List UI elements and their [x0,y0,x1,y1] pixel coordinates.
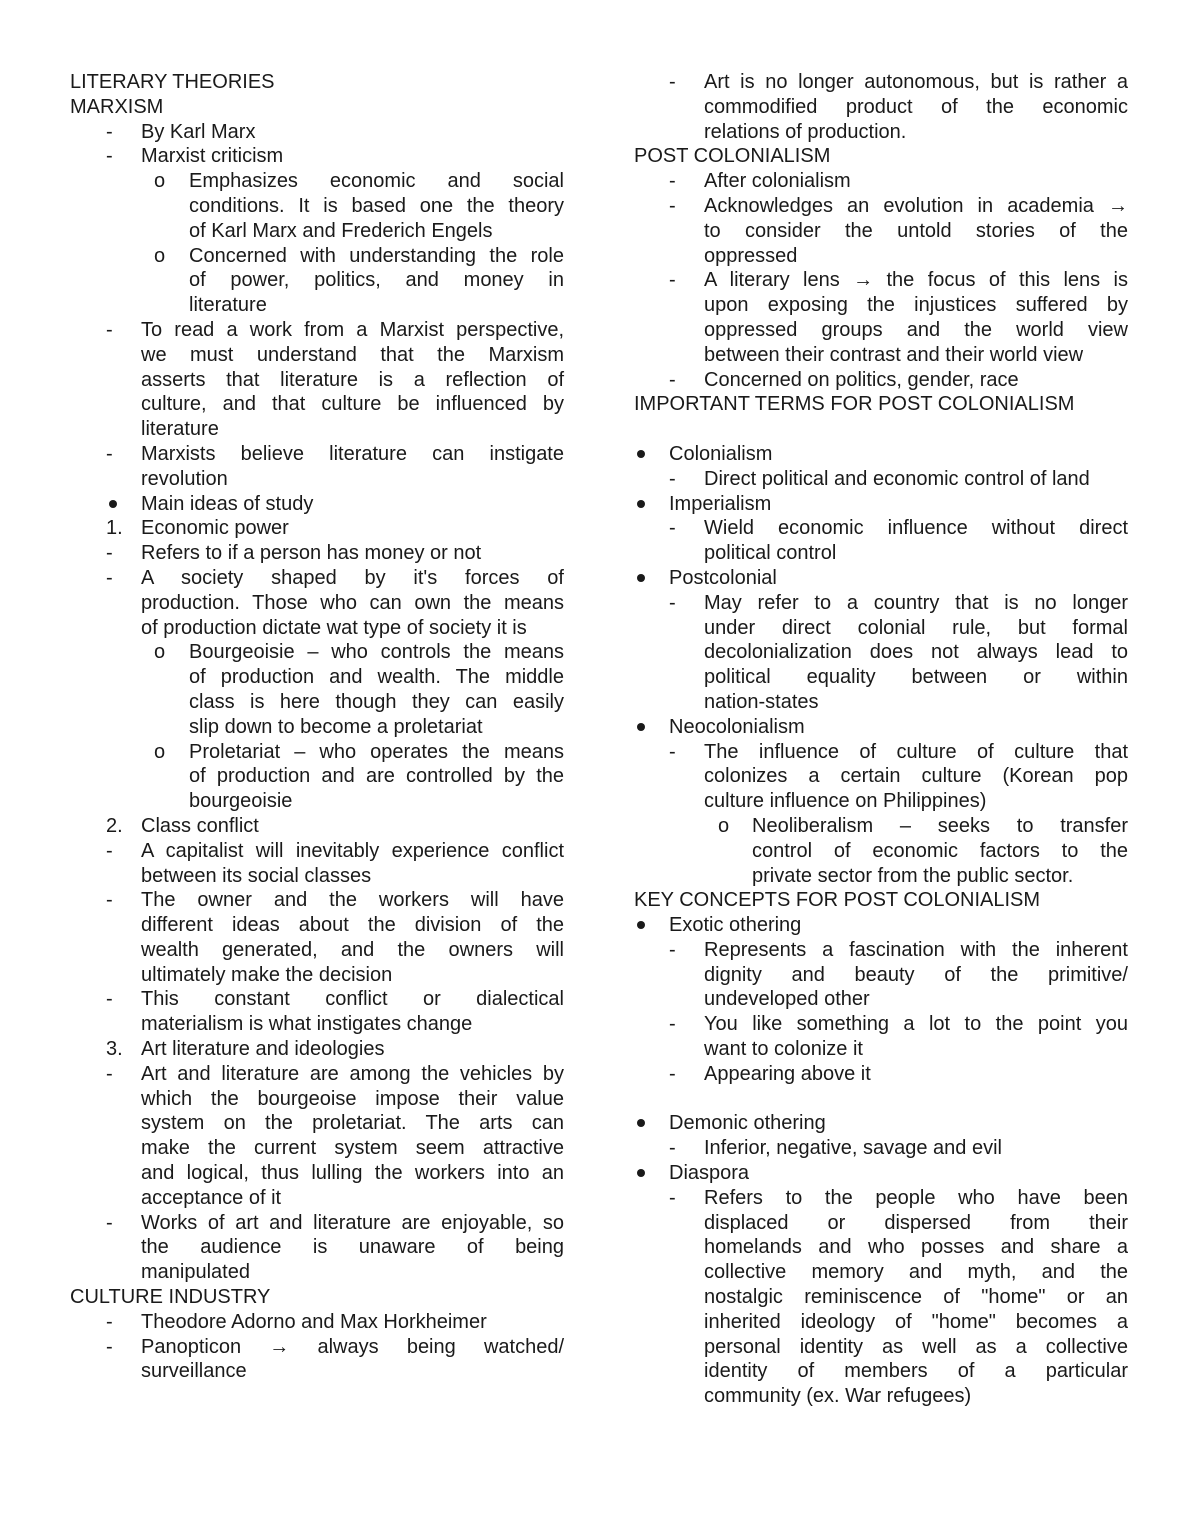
blank-line [634,1087,1128,1112]
list-item [634,467,1128,492]
item-text-line: make the current system seem attractive [141,1137,564,1160]
item-text-line: of production and wealth. The middle [189,666,564,689]
item-text-line: dignity and beauty of the primitive/ [704,963,1128,986]
number-marker: 3. [106,1038,123,1061]
bullet-icon [637,1169,645,1177]
list-item [70,169,564,243]
item-text-line: A literary lens → the focus of this lens is - [669,269,1128,292]
list-item [70,839,564,889]
heading-text: CULTURE INDUSTRY [70,1286,271,1309]
list-item [634,1136,1128,1161]
item-text-line: system on the proletariat. The arts can [141,1112,564,1135]
bullet-icon [637,450,645,458]
bullet-icon [637,723,645,731]
dash-marker: - [106,1310,113,1333]
item-text-line: inherited ideology of "home" becomes a [704,1310,1128,1333]
item-text-line: oppressed [704,244,798,267]
item-text-line: Emphasizes economic and social o [154,170,564,193]
right-column [634,70,1128,1409]
section-heading [634,144,1128,169]
item-text-line: Represents a fascination with the inherent - [669,938,1128,961]
circle-marker: o [154,641,166,664]
item-text-line: A society shaped by it's forces of - [106,566,564,589]
dash-marker: - [106,318,113,341]
dash-marker: - [106,889,113,912]
item-text-line: revolution [141,467,228,490]
item-text-line: ultimately make the decision [141,963,393,986]
item-text-line: class is here though they can easily [189,690,564,713]
list-item [634,169,1128,194]
section-heading [634,392,1128,417]
list-item [634,1111,1128,1136]
item-text-line: This constant conflict or dialectical - [106,988,564,1011]
list-item [634,715,1128,740]
list-item [634,591,1128,715]
dash-marker: - [106,145,113,168]
item-text-line: Imperialism [669,492,1128,517]
item-text-line: decolonialization does not always lead to [704,641,1128,664]
item-text-line: The influence of culture of culture that - [669,740,1128,763]
left-column [70,70,564,1384]
item-text-line: nation-states [704,690,819,713]
item-text-line: conditions. It is based one the theory [189,194,564,217]
dash-marker: - [669,194,676,217]
item-text-line: literature [189,294,267,317]
dash-marker: - [669,517,676,540]
dash-marker: - [106,1335,113,1358]
circle-marker: o [718,814,730,837]
dash-marker: - [106,839,113,862]
item-text-line: You like something a lot to the point you - [669,1013,1128,1036]
list-item [70,120,564,145]
item-text-line: Marxists believe literature can instigate - [106,442,564,465]
item-text-line: collective memory and myth, and the [704,1261,1128,1284]
item-text-line: oppressed groups and the world view [704,318,1128,341]
item-text-line: Diaspora [669,1161,1128,1186]
heading-text: MARXISM [70,95,164,118]
list-item [70,1037,564,1062]
item-text-line: Panopticon → always being watched/ - [106,1335,564,1358]
item-text-line: Concerned with understanding the role o [154,244,564,267]
item-text-line: Refers to the people who have been - [669,1186,1128,1209]
section-heading [70,1285,564,1310]
item-text-line: which the bourgeoise impose their value [141,1087,564,1110]
list-item [634,70,1128,144]
section-heading [70,70,564,95]
list-item [634,740,1128,814]
list-item [70,1062,564,1211]
item-text-line: Concerned on politics, gender, race - [669,368,1019,391]
dash-marker: - [669,170,676,193]
item-text-line: Appearing above it - [669,1062,871,1085]
dash-marker: - [669,269,676,292]
item-text-line: May refer to a country that is no longer - [669,591,1128,614]
dash-marker: - [106,1211,113,1234]
item-text-line: Art is no longer autonomous, but is rather a - [669,71,1128,93]
list-item [70,566,564,640]
list-item [70,888,564,987]
section-heading [634,888,1128,913]
dash-marker: - [669,1062,676,1085]
item-text-line: of production dictate wat type of society it is [141,616,527,639]
dash-marker: - [669,71,676,93]
item-text-line: relations of production. [704,120,907,143]
dash-marker: - [106,1062,113,1085]
item-text-line: Direct political and economic control of land - [669,467,1090,490]
list-item [70,541,564,566]
item-text-line: homelands and who posses and share a [704,1236,1128,1259]
circle-marker: o [154,170,166,193]
item-text-line: acceptance of it [141,1186,282,1209]
item-text-line: colonizes a certain culture (Korean pop [704,765,1128,788]
list-item [70,244,564,318]
item-text-line: upon exposing the injustices suffered by [704,294,1128,317]
item-text-line: community (ex. War refugees) [704,1385,972,1408]
list-item [70,1310,564,1335]
item-text-line: nostalgic reminiscence of "home" or an [704,1286,1128,1309]
heading-text: POST COLONIALISM [634,145,831,168]
list-item [634,1062,1128,1087]
list-item [634,442,1128,467]
item-text-line: and logical, thus lulling the workers into an [141,1162,564,1185]
item-text-line: bourgeoisie [189,790,293,813]
dash-marker: - [106,120,113,143]
item-text-line: we must understand that the Marxism [141,343,564,366]
bullet-icon [637,500,645,508]
dash-marker: - [669,1013,676,1036]
list-item [634,938,1128,1012]
heading-text: KEY CONCEPTS FOR POST COLONIALISM [634,889,1041,912]
item-text-line: Theodore Adorno and Max Horkheimer - [106,1310,487,1333]
item-text-line: literature [141,418,219,441]
item-text-line: Bourgeoisie – who controls the means o [154,641,564,664]
list-item [70,640,564,739]
list-item [70,516,564,541]
item-text-line: Works of art and literature are enjoyable, so - [106,1211,564,1234]
item-text-line: asserts that literature is a reflection of [141,368,564,391]
item-text-line: political control [704,542,837,565]
item-text-line: Colonialism [669,442,1128,467]
section-heading [70,95,564,120]
list-item [634,492,1128,517]
blank-line [634,417,1128,442]
dash-marker: - [669,591,676,614]
item-text-line: under direct colonial rule, but formal [704,616,1128,639]
item-text-line: want to colonize it [704,1038,863,1061]
list-item [634,194,1128,268]
item-text-line: Exotic othering [669,913,1128,938]
item-text-line: manipulated [141,1261,250,1284]
list-item [634,268,1128,367]
heading-text: IMPORTANT TERMS FOR POST COLONIALISM [634,393,1075,416]
item-text-line: different ideas about the division of the [141,914,564,937]
list-item [70,987,564,1037]
item-text-line: culture, and that culture be influenced by [141,393,564,416]
item-text-line: surveillance [141,1360,247,1383]
item-text-line: Marxist criticism - [106,145,284,168]
item-text-line: A capitalist will inevitably experience conflict - [106,839,564,862]
dash-marker: - [106,442,113,465]
item-text-line: Demonic othering [669,1111,1128,1136]
dash-marker: - [669,1137,676,1160]
item-text-line: materialism is what instigates change [141,1013,473,1036]
item-text-line: slip down to become a proletariat [189,715,483,738]
list-item [634,1186,1128,1409]
item-text-line: Art and literature are among the vehicles by - [106,1062,564,1085]
list-item [70,492,564,517]
circle-marker: o [154,740,166,763]
circle-marker: o [154,244,166,267]
item-text-line: Acknowledges an evolution in academia → - [669,194,1128,217]
list-item [70,318,564,442]
item-text-line: Neoliberalism – seeks to transfer o [718,814,1128,837]
dash-marker: - [106,566,113,589]
item-text-line: between their contrast and their world view [704,343,1084,366]
item-text-line: production. Those who can own the means [141,591,564,614]
item-text-line: personal identity as well as a collective [704,1335,1128,1358]
list-item [70,1335,564,1385]
list-item [634,566,1128,591]
item-text-line: political equality between or within [704,666,1128,689]
list-item [634,516,1128,566]
item-text-line: control of economic factors to the [752,839,1128,862]
list-item [634,1161,1128,1186]
item-text-line: Postcolonial [669,566,1128,591]
item-text-line: The owner and the workers will have - [106,889,564,912]
item-text-line: Neocolonialism [669,715,1128,740]
item-text-line: After colonialism - [669,170,851,193]
dash-marker: - [669,938,676,961]
item-text-line: private sector from the public sector. [752,864,1074,887]
list-item [70,814,564,839]
item-text-line: Wield economic influence without direct - [669,517,1128,540]
item-text-line: wealth generated, and the owners will [141,938,564,961]
number-marker: 1. [106,517,123,540]
list-item [634,913,1128,938]
item-text-line: Proletariat – who operates the means o [154,740,564,763]
item-text-line: Art literature and ideologies 3. [106,1038,385,1061]
dash-marker: - [106,988,113,1011]
list-item [634,368,1128,393]
bullet-icon [109,500,117,508]
list-item [70,144,564,169]
item-text-line: Inferior, negative, savage and evil - [669,1137,1002,1160]
dash-marker: - [669,467,676,490]
item-text-line: of power, politics, and money in [189,269,564,292]
list-item [70,1211,564,1285]
item-text-line: culture influence on Philippines) [704,790,987,813]
dash-marker: - [106,542,113,565]
number-marker: 2. [106,814,123,837]
list-item [70,442,564,492]
item-text-line: undeveloped other [704,988,870,1011]
item-text-line: Class conflict 2. [106,814,259,837]
list-item [70,740,564,814]
list-item [634,1012,1128,1062]
item-text-line: Main ideas of study [141,492,564,517]
item-text-line: to consider the untold stories of the [704,219,1128,242]
bullet-icon [637,921,645,929]
bullet-icon [637,574,645,582]
item-text-line: displaced or dispersed from their [704,1211,1128,1234]
item-text-line: identity of members of a particular [704,1360,1128,1383]
dash-marker: - [669,368,676,391]
list-item [634,814,1128,888]
item-text-line: commodified product of the economic [704,95,1128,118]
item-text-line: Economic power 1. [106,517,289,540]
item-text-line: between its social classes [141,864,372,887]
dash-marker: - [669,740,676,763]
item-text-line: the audience is unaware of being [141,1236,564,1259]
bullet-icon [637,1119,645,1127]
item-text-line: of production and are controlled by the [189,765,564,788]
item-text-line: To read a work from a Marxist perspective, - [106,318,564,341]
dash-marker: - [669,1186,676,1209]
item-text-line: Refers to if a person has money or not - [106,542,482,565]
item-text-line: By Karl Marx - [106,120,256,143]
item-text-line: of Karl Marx and Frederich Engels [189,219,493,242]
heading-text: LITERARY THEORIES [70,71,275,93]
